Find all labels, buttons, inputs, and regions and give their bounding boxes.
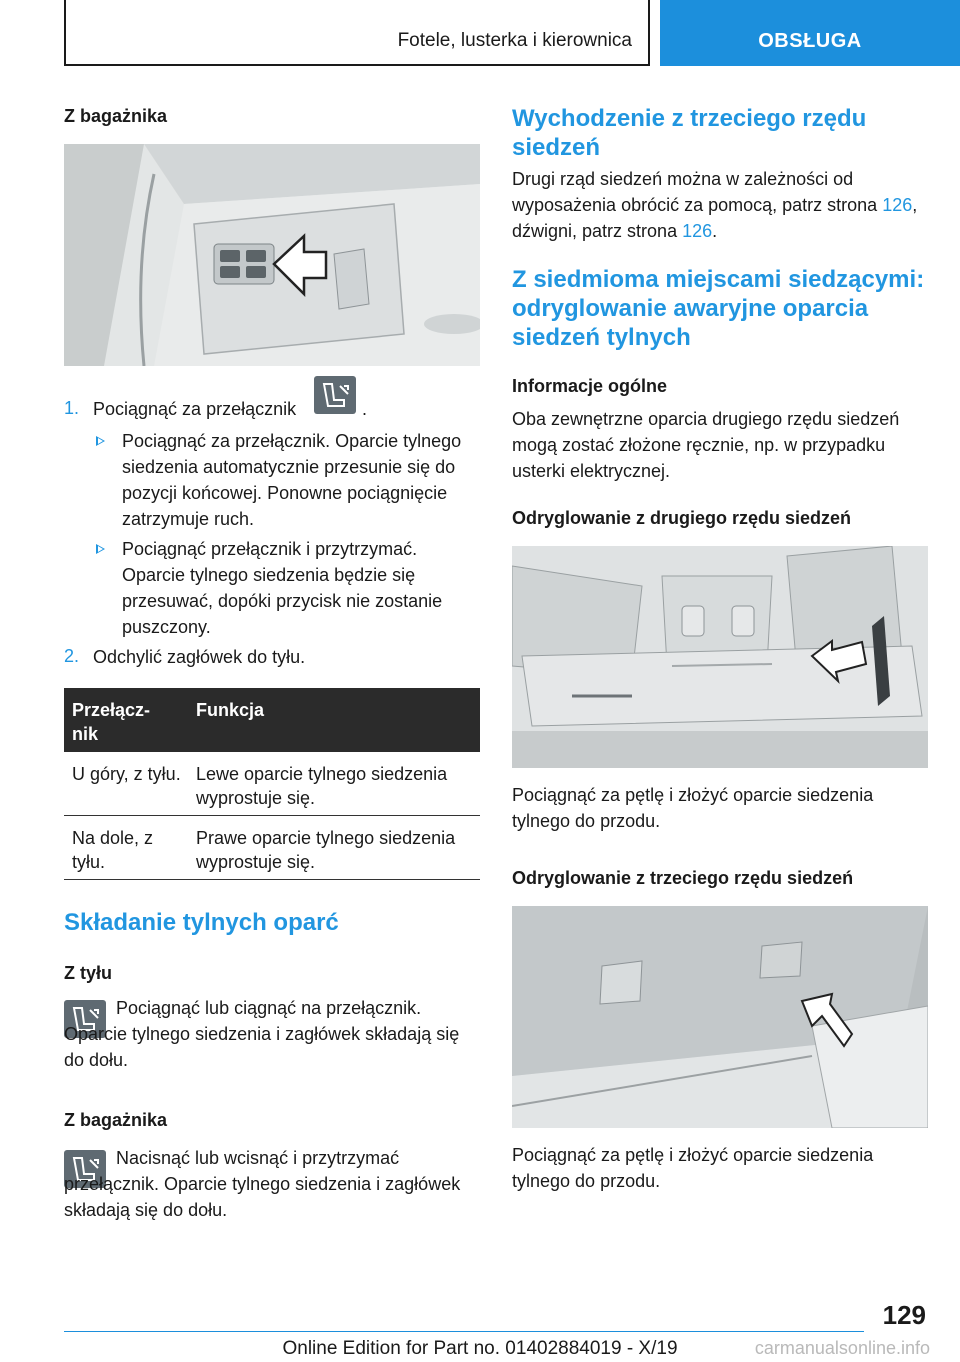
exit-text: Drugi rząd siedzeń można w zależności od wyposażenia obrócić za pomocą, patrz strona <box>512 169 878 215</box>
bullet-2-text: Pociągnąć przełącznik i przytrzymać. Oparcie tylnego siedzenia będzie się przesuwać, dopóki przycisk nie zostanie puszczony. <box>122 539 443 637</box>
trunk-instruction: Nacisnąć lub wcisnąć i przytrzymać przełącznik. Oparcie tylnego siedzenia i zagłówek składają się do dołu. <box>64 1148 461 1220</box>
heading-exit-third-row: Wychodzenie z trzeciego rzędu siedzeń <box>512 105 867 161</box>
table-header-switch: Przełącz-nik <box>72 700 151 744</box>
table-header <box>64 688 480 752</box>
info-paragraph: Oba zewnętrzne oparcia drugiego rzędu siedzeń mogą zostać złożone ręcznie, np. w przypadku usterki elektrycznej. <box>512 409 900 481</box>
heading-folding: Składanie tylnych oparć <box>64 909 339 936</box>
second-row-photo <box>512 546 928 768</box>
exit-paragraph <box>512 166 928 244</box>
second-row-illustration <box>512 546 928 768</box>
page-number: 129 <box>882 1300 926 1330</box>
rear-instruction: Pociągnąć lub ciągnąć na przełącznik. Oparcie tylnego siedzenia i zagłówek składają się do dołu. <box>64 998 460 1070</box>
subheading-general-info: Informacje ogólne <box>512 376 668 396</box>
bullet-arrow-icon <box>96 544 105 554</box>
caption-third-row: Pociągnąć za pętlę i złożyć oparcie siedzenia tylnego do przodu. <box>512 1145 874 1191</box>
table-cell-function: Lewe oparcie tylnego siedzenia wyprostuje się. <box>196 764 448 808</box>
caption-second-row: Pociągnąć za pętlę i złożyć oparcie siedzenia tylnego do przodu. <box>512 785 874 831</box>
third-row-photo <box>512 906 928 1128</box>
chapter-tab-label: OBSŁUGA <box>758 30 862 52</box>
third-row-illustration <box>512 906 928 1128</box>
subheading-second-row: Odryglowanie z drugiego rzędu siedzeń <box>512 508 852 528</box>
switch-function-table <box>64 688 480 880</box>
trunk-photo <box>64 144 480 366</box>
page-link[interactable]: 126 <box>682 221 713 241</box>
subheading-trunk-2: Z bagażnika <box>64 1110 168 1130</box>
table-cell-switch: Na dole, z tyłu. <box>72 828 154 872</box>
footer-divider <box>64 1331 864 1332</box>
page-header <box>64 0 960 66</box>
table-row <box>64 752 480 816</box>
bullet-1-text: Pociągnąć za przełącznik. Oparcie tylnego siedzenia automatycznie przesunie się do pozycji końcowej. Ponowne pociągnięcie zatrzymuje ruch. <box>122 431 462 529</box>
step-1-text: Pociągnąć za przełącznik <box>93 399 297 419</box>
trunk-illustration <box>64 144 480 366</box>
table-cell-switch: U góry, z tyłu. <box>72 764 181 784</box>
seat-fold-switch-icon <box>314 376 356 414</box>
table-cell-function: Prawe oparcie tylnego siedzenia wyprostuje się. <box>196 828 456 872</box>
chapter-tab[interactable] <box>660 0 960 66</box>
subheading-trunk: Z bagażnika <box>64 106 168 126</box>
step-2-text: Odchylić zagłówek do tyłu. <box>93 647 306 667</box>
step-number-1: 1. <box>64 398 80 418</box>
table-row <box>64 816 480 880</box>
watermark: carmanualsonline.info <box>754 1338 930 1358</box>
header-frame <box>64 0 650 66</box>
page-link[interactable]: 126 <box>882 195 913 215</box>
subheading-rear: Z tyłu <box>64 963 112 983</box>
bullet-arrow-icon <box>96 436 105 446</box>
table-header-function: Funkcja <box>196 700 265 720</box>
step-1-end: . <box>362 399 368 419</box>
exit-text: . <box>712 221 718 241</box>
subheading-third-row: Odryglowanie z trzeciego rzędu siedzeń <box>512 868 854 888</box>
section-title: Fotele, lusterka i kierownica <box>397 30 632 51</box>
exit-text: , dźwigni, patrz strona <box>512 195 918 241</box>
edition-line: Online Edition for Part no. 01402884019 - X/19 <box>282 1338 678 1359</box>
step-number-2: 2. <box>64 646 80 666</box>
heading-seven-seats: Z siedmioma miejscami siedzącymi: odryglowanie awaryjne oparcia siedzeń tylnych <box>512 266 925 351</box>
